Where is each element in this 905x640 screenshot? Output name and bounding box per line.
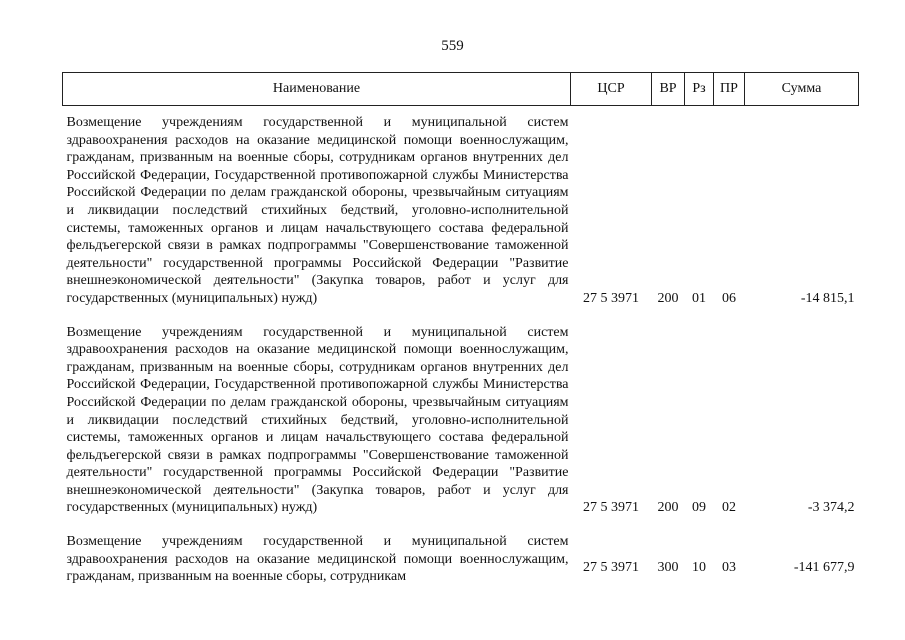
row-vr: 300: [657, 560, 679, 576]
table-header-row: [63, 73, 859, 106]
column-header-csr: ЦСР: [571, 73, 652, 106]
column-header-name: Наименование: [63, 73, 571, 106]
row-sum: -3 374,2: [807, 500, 855, 516]
row-rz: 01: [692, 290, 706, 306]
row-name: Возмещение учреждениям государственной и муниципальной систем здравоохранения расходов на оказание медицинской помощи военнослужащим, гражданам, призванным на военные сборы, сотрудникам органов внутренних дел Российской Федерации, Государственной противопожарной службы Министерства Российской Федерации по делам гражданской обороны, чрезвычайным ситуациям и ликвидации последствий стихийных бедствий, уголовно-исполнительной системы, таможенных органов и лицам начальствующего состава федеральной фельдъегерской связи в рамках подпрограммы "Совершенствование таможенной деятельности" государственной программы Российской Федерации "Развитие внешнеэкономической деятельности" (Закупка товаров, работ и услуг для государственных (муниципальных) нужд): [66, 324, 569, 516]
column-header-pr: ПР: [714, 73, 745, 106]
row-sum: -14 815,1: [800, 290, 855, 306]
row-pr: 02: [722, 500, 736, 516]
row-rz: 09: [692, 500, 706, 516]
table-row: [63, 316, 859, 526]
column-header-vr: ВР: [652, 73, 685, 106]
column-header-rz: Рз: [685, 73, 714, 106]
page-number: 559: [441, 38, 464, 54]
column-header-sum: Сумма: [745, 73, 859, 106]
row-vr: 200: [657, 500, 679, 516]
row-pr: 06: [722, 290, 736, 306]
row-pr: 03: [722, 560, 736, 576]
row-name: Возмещение учреждениям государственной и муниципальной систем здравоохранения расходов на оказание медицинской помощи военнослужащим, гражданам, призванным на военные сборы, сотрудникам: [66, 534, 569, 585]
row-name: Возмещение учреждениям государственной и муниципальной систем здравоохранения расходов на оказание медицинской помощи военнослужащим, гражданам, призванным на военные сборы, сотрудникам органов внутренних дел Российской Федерации, Государственной противопожарной службы Министерства Российской Федерации по делам гражданской обороны, чрезвычайным ситуациям и ликвидации последствий стихийных бедствий, уголовно-исполнительной системы, таможенных органов и лицам начальствующего состава федеральной фельдъегерской связи в рамках подпрограммы "Совершенствование таможенной деятельности" государственной программы Российской Федерации "Развитие внешнеэкономической деятельности" (Закупка товаров, работ и услуг для государственных (муниципальных) нужд): [66, 115, 569, 306]
row-csr: 27 5 3971: [583, 500, 639, 516]
row-csr: 27 5 3971: [583, 290, 639, 306]
budget-table: [62, 72, 859, 586]
row-vr: 200: [657, 290, 679, 306]
table-row: [63, 525, 859, 586]
row-csr: 27 5 3971: [583, 560, 639, 576]
table-row: [63, 106, 859, 316]
row-rz: 10: [692, 560, 706, 576]
row-sum: -141 677,9: [793, 560, 855, 576]
